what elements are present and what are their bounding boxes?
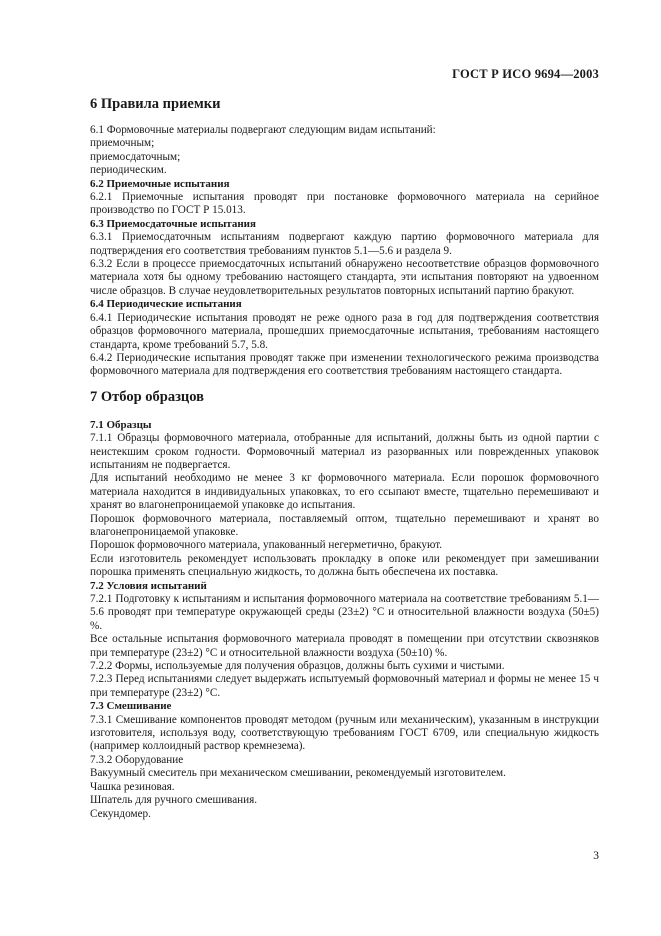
list-item: приемосдаточным; bbox=[90, 150, 181, 163]
equipment-item: Секундомер. bbox=[90, 807, 151, 820]
paragraph-6-2-1: 6.2.1 Приемочные испытания проводят при постановке формовочного материала на серийное производство по ГОСТ Р 15.013. bbox=[90, 191, 599, 217]
subsection-7-2-title: 7.2 Условия испытаний bbox=[90, 579, 207, 592]
paragraph-7-1-a: Для испытаний необходимо не менее 3 кг формовочного материала. Если порошок формовочного материала находится в индивидуальных упаковках, то его ссыпают вместе, тщательно перемешивают и хранят во влагонепроницаемой упаковке до испытания. bbox=[90, 472, 599, 512]
paragraph-7-2-3: 7.2.3 Перед испытаниями следует выдержать испытуемый формовочный материал и формы не менее 15 ч при температуре (23±2) °С. bbox=[90, 673, 599, 699]
list-item: приемочным; bbox=[90, 137, 155, 150]
equipment-item: Чашка резиновая. bbox=[90, 780, 175, 793]
paragraph-6-4-2: 6.4.2 Периодические испытания проводят также при изменении технологического режима производства формовочного материала для подтверждения его соответствия требованиям настоящего стандарта. bbox=[90, 351, 599, 378]
paragraph-7-2-a: Все остальные испытания формовочного материала проводят в помещении при отсутствии сквозняков при температуре (23±2) °С и относительной влажности воздуха (50±10) %. bbox=[90, 633, 599, 659]
page-number: 3 bbox=[593, 850, 599, 862]
section-7-title: 7 Отбор образцов bbox=[90, 388, 204, 405]
paragraph-7-3-1: 7.3.1 Смешивание компонентов проводят методом (ручным или механическим), указанным в инструкции изготовителя, используя воду, соответствующую требованиям ГОСТ 6709, или специальную жидкость (например коллоидный раствор кремнезема). bbox=[90, 713, 599, 753]
paragraph-7-1-c: Порошок формовочного материала, упакованный негерметично, бракуют. bbox=[90, 539, 443, 552]
subsection-6-4-title: 6.4 Периодические испытания bbox=[90, 298, 242, 311]
paragraph-7-2-1: 7.2.1 Подготовку к испытаниям и испытания формовочного материала на соответствие требованиям 5.1—5.6 проводят при температуре окружающей среды (23±2) °С и относительной влажности воздуха (50±5) %. bbox=[90, 593, 599, 632]
paragraph-7-1-1: 7.1.1 Образцы формовочного материала, отобранные для испытаний, должны быть из одной партии с неистекшим сроком годности. Формовочный материал из разорванных или поврежденных упаковок испытаниям не подвергается. bbox=[90, 432, 599, 471]
standard-header: ГОСТ Р ИСО 9694—2003 bbox=[452, 67, 599, 81]
paragraph-6-3-1: 6.3.1 Приемосдаточным испытаниям подвергают каждую партию формовочного материала для подтверждения его соответствия требованиям пунктов 5.1—5.6 и раздела 9. bbox=[90, 231, 599, 257]
subsection-7-3-title: 7.3 Смешивание bbox=[90, 700, 172, 713]
page-content bbox=[90, 94, 599, 821]
equipment-item: Шпатель для ручного смешивания. bbox=[90, 794, 258, 807]
subsection-6-3-title: 6.3 Приемосдаточные испытания bbox=[90, 217, 256, 230]
section-6-title: 6 Правила приемки bbox=[90, 96, 221, 112]
paragraph-7-3-2: 7.3.2 Оборудование bbox=[90, 753, 184, 766]
paragraph-7-2-2: 7.2.2 Формы, используемые для получения образцов, должны быть сухими и чистыми. bbox=[90, 660, 505, 673]
equipment-item: Вакуумный смеситель при механическом смешивании, рекомендуемый изготовителем. bbox=[90, 767, 506, 780]
list-item: периодическим. bbox=[90, 164, 167, 177]
paragraph-7-1-b: Порошок формовочного материала, поставляемый оптом, тщательно перемешивают и хранят во влагонепроницаемой упаковке. bbox=[90, 512, 599, 538]
subsection-7-1-title: 7.1 Образцы bbox=[90, 418, 152, 431]
subsection-6-2-title: 6.2 Приемочные испытания bbox=[90, 177, 230, 190]
paragraph-7-1-d: Если изготовитель рекомендует использовать прокладку в опоке или рекомендует при замешивании порошка применять специальную жидкость, то должна быть обеспечена их поставка. bbox=[90, 552, 599, 579]
paragraph-6-3-2: 6.3.2 Если в процессе приемосдаточных испытаний обнаружено несоответствие образцов формовочного материала хотя бы одному требованию настоящего стандарта, эти испытания повторяют на удвоенном числе образцов. В случае неудовлетворительных результатов повторных испытаний партию бракуют. bbox=[90, 258, 599, 297]
paragraph-6-1: 6.1 Формовочные материалы подвергают следующим видам испытаний: bbox=[90, 124, 436, 136]
paragraph-6-4-1: 6.4.1 Периодические испытания проводят не реже одного раза в год для подтверждения соответствия образцов формовочного материала, прошедших приемосдаточные испытания, требованиям настоящего стандарта, кроме требований 5.7, 5.8. bbox=[90, 311, 599, 351]
